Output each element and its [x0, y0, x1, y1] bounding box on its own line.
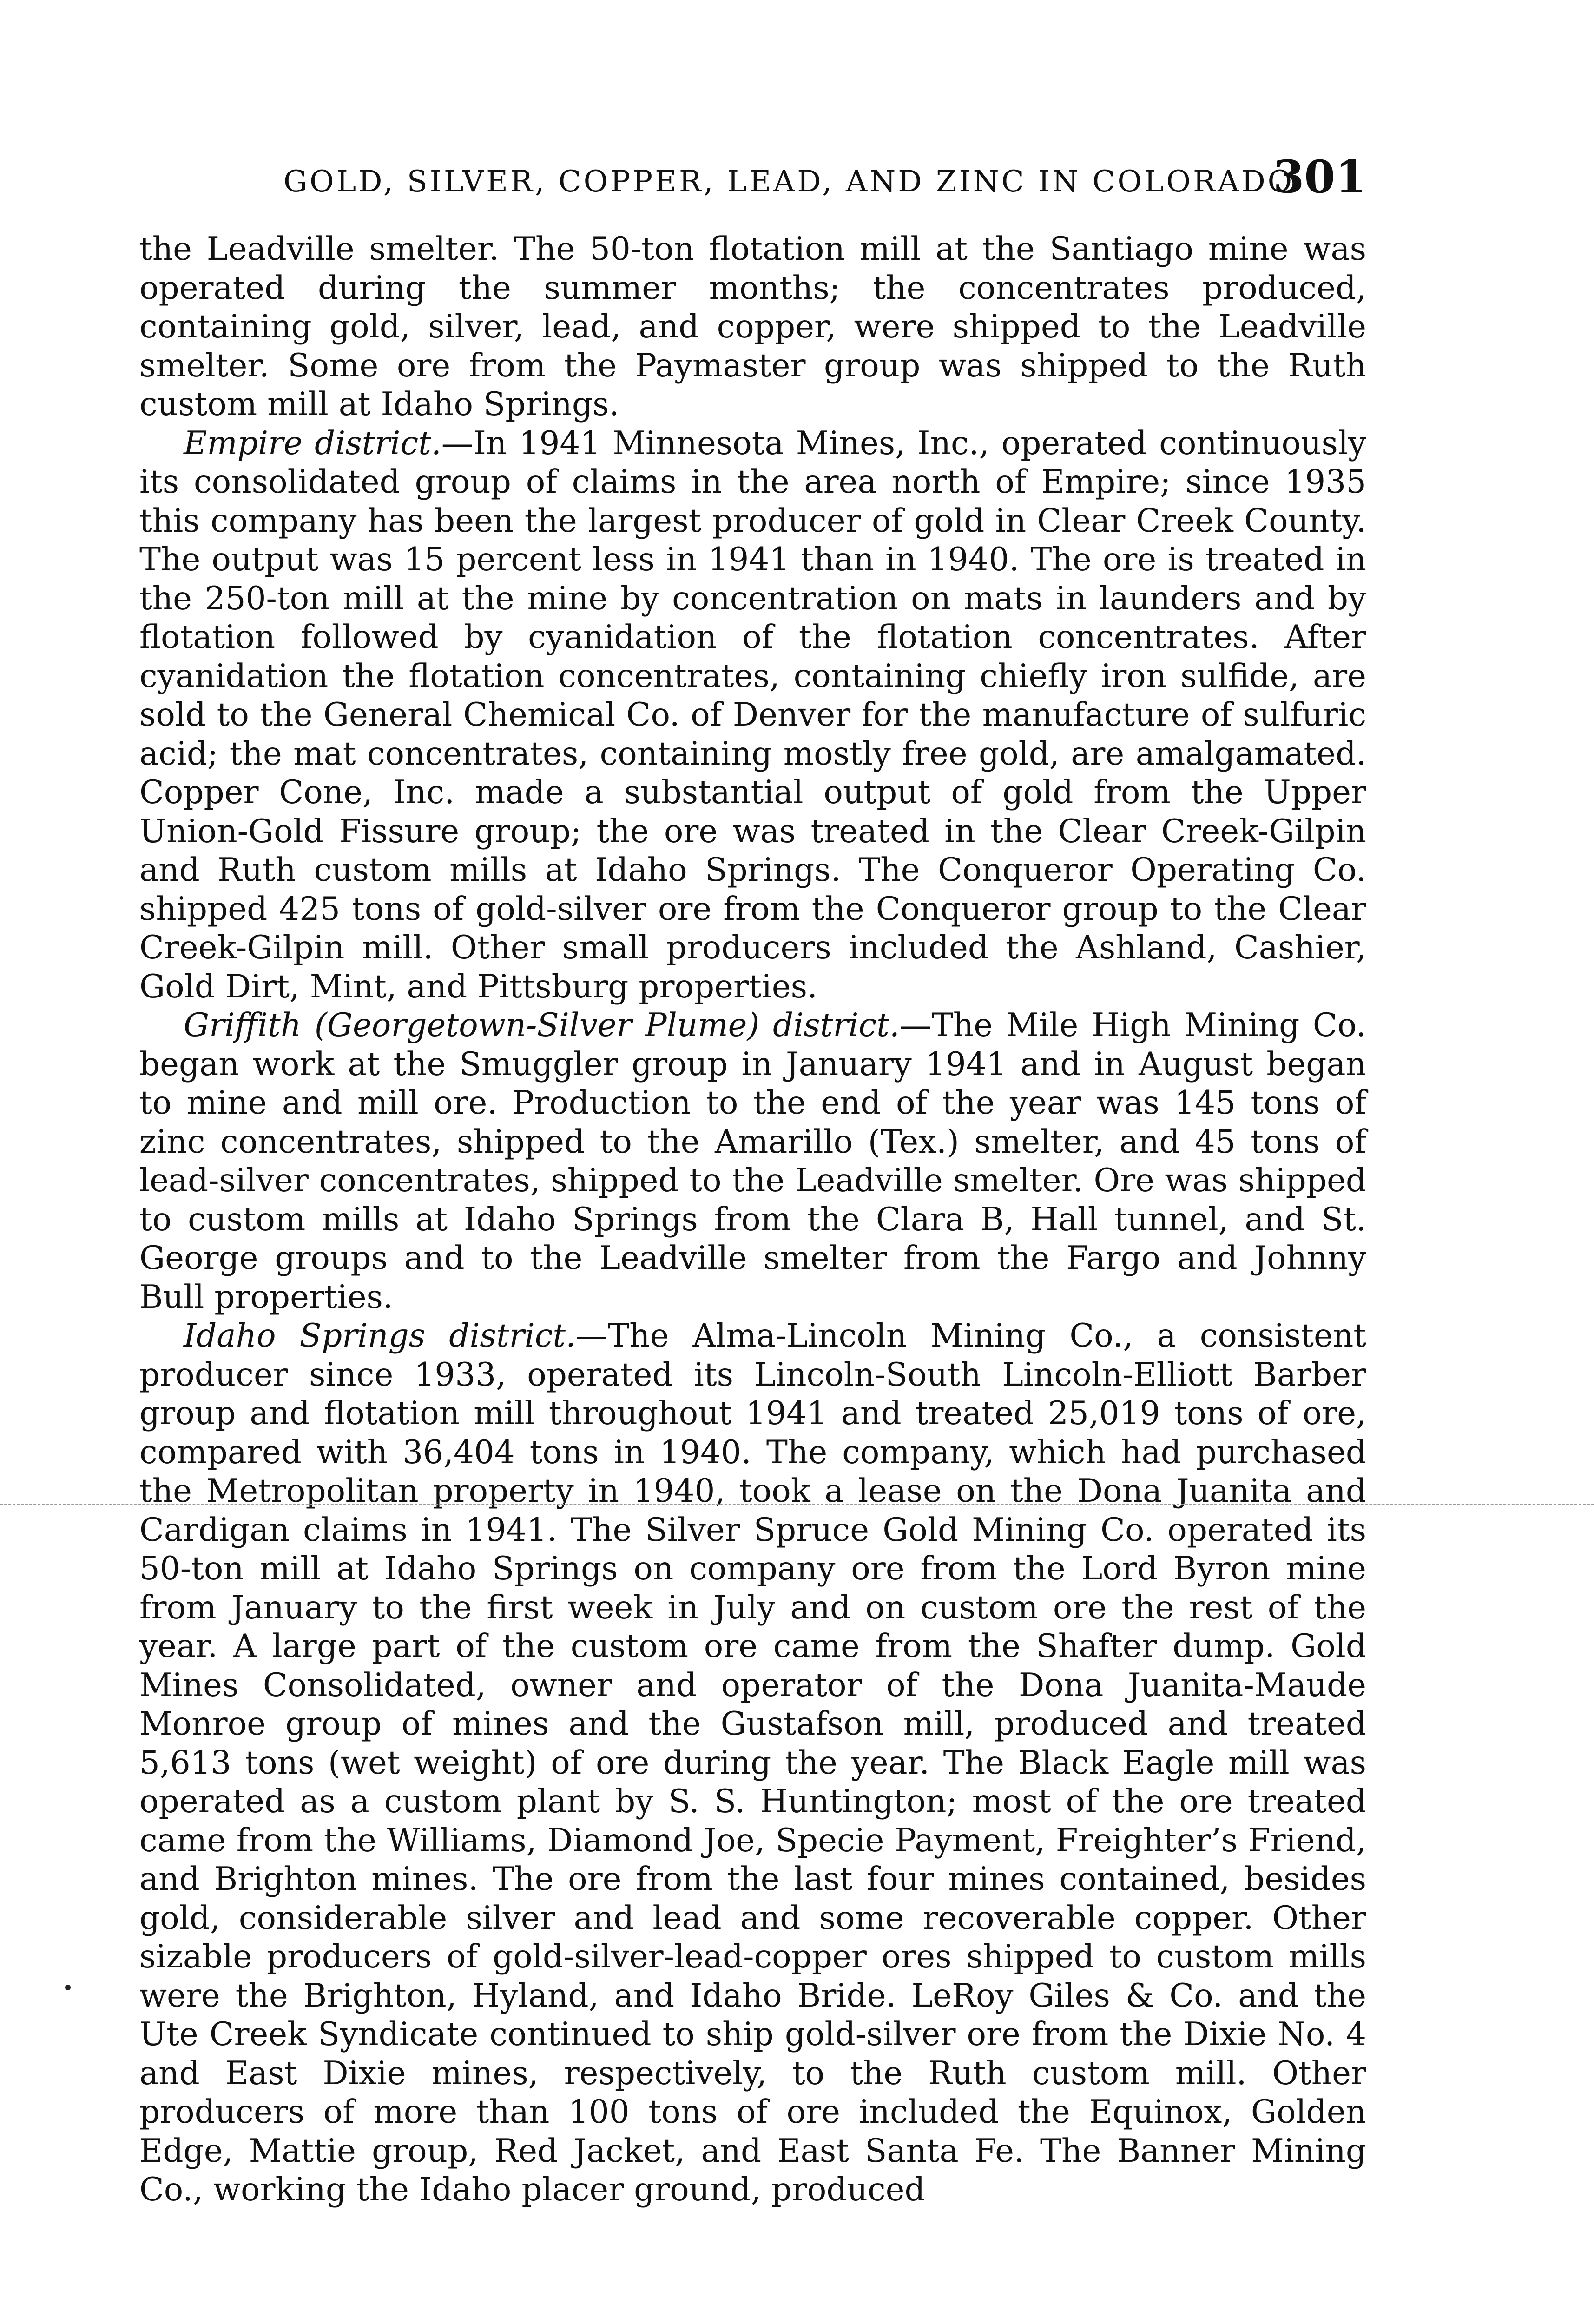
paragraph-text: —The Mile High Mining Co. began work at the Smuggler group in January 1941 and in August began to mine and mill ore. Production to the end of the year was 145 tons of zinc concentrates, shipped to the Amarillo (Tex.) smelter, and 45 tons of lead-silver concentrates, shipped to the Leadville smelter. Ore was shipped to custom mills at Idaho Springs from the Clara B, Hall tunnel, and St. George groups and to the Leadville smelter from the Fargo and Johnny Bull properties.: [139, 1007, 1366, 1316]
paragraph-text: the Leadville smelter. The 50-ton flotation mill at the Santiago mine was operated during the summer months; the concentrates produced, containing gold, silver, lead, and copper, were shipped to the Leadville smelter. Some ore from the Paymaster group was shipped to the Ruth custom mill at Idaho Springs.: [139, 231, 1366, 423]
paragraph-idaho-springs-district: [139, 1317, 1366, 2210]
body-text: [139, 230, 1366, 2210]
page-number: 301: [1273, 151, 1366, 203]
paragraph-text: —The Alma-Lincoln Mining Co., a consistent producer since 1933, operated its Lincoln-South Lincoln-Elliott Barber group and flotation mill throughout 1941 and treated 25,019 tons of ore, compared with 36,404 tons in 1940. The company, which had purchased the Metropolitan property in 1940, took a lease on the Dona Juanita and Cardigan claims in 1941. The Silver Spruce Gold Mining Co. operated its 50-ton mill at Idaho Springs on company ore from the Lord Byron mine from January to the first week in July and on custom ore the rest of the year. A large part of the custom ore came from the Shafter dump. Gold Mines Consolidated, owner and operator of the Dona Juanita-Maude Monroe group of mines and the Gustafson mill, produced and treated 5,613 tons (wet weight) of ore during the year. The Black Eagle mill was operated as a custom plant by S. S. Huntington; most of the ore treated came from the Williams, Diamond Joe, Specie Payment, Freighter’s Friend, and Brighton mines. The ore from the last four mines contained, besides gold, considerable silver and lead and some recoverable copper. Other sizable producers of gold-silver-lead-copper ores shipped to custom mills were the Brighton, Hyland, and Idaho Bride. LeRoy Giles & Co. and the Ute Creek Syndicate continued to ship gold-silver ore from the Dixie No. 4 and East Dixie mines, respectively, to the Ruth custom mill. Other producers of more than 100 tons of ore included the Equinox, Golden Edge, Mattie group, Red Jacket, and East Santa Fe. The Banner Mining Co., working the Idaho placer ground, produced: [139, 1317, 1366, 2208]
district-heading: Griffith (Georgetown-Silver Plume) district.: [184, 1007, 900, 1044]
paragraph-griffith-district: [139, 1006, 1366, 1317]
paragraph-empire-district: [139, 424, 1366, 1007]
page-header: [139, 144, 1366, 205]
district-heading: Idaho Springs district.: [184, 1317, 576, 1354]
paragraph-continuation: [139, 230, 1366, 424]
scan-artifact-rule: [0, 1504, 1594, 1505]
scan-artifact-dot: [65, 1985, 71, 1990]
running-head: GOLD, SILVER, COPPER, LEAD, AND ZINC IN COLORADO: [283, 165, 1295, 199]
district-heading: Empire district.: [184, 424, 441, 462]
paragraph-text: —In 1941 Minnesota Mines, Inc., operated continuously its consolidated group of claims in the area north of Empire; since 1935 this company has been the largest producer of gold in Clear Creek County. The output was 15 percent less in 1941 than in 1940. The ore is treated in the 250-ton mill at the mine by concentration on mats in launders and by flotation followed by cyanidation of the flotation concentrates. After cyanidation the flotation concentrates, containing chiefly iron sulfide, are sold to the General Chemical Co. of Denver for the manufacture of sulfuric acid; the mat concentrates, containing mostly free gold, are amalgamated. Copper Cone, Inc. made a substantial output of gold from the Upper Union-Gold Fissure group; the ore was treated in the Clear Creek-Gilpin and Ruth custom mills at Idaho Springs. The Conqueror Operating Co. shipped 425 tons of gold-silver ore from the Conqueror group to the Clear Creek-Gilpin mill. Other small producers included the Ashland, Cashier, Gold Dirt, Mint, and Pittsburg properties.: [139, 424, 1366, 1005]
